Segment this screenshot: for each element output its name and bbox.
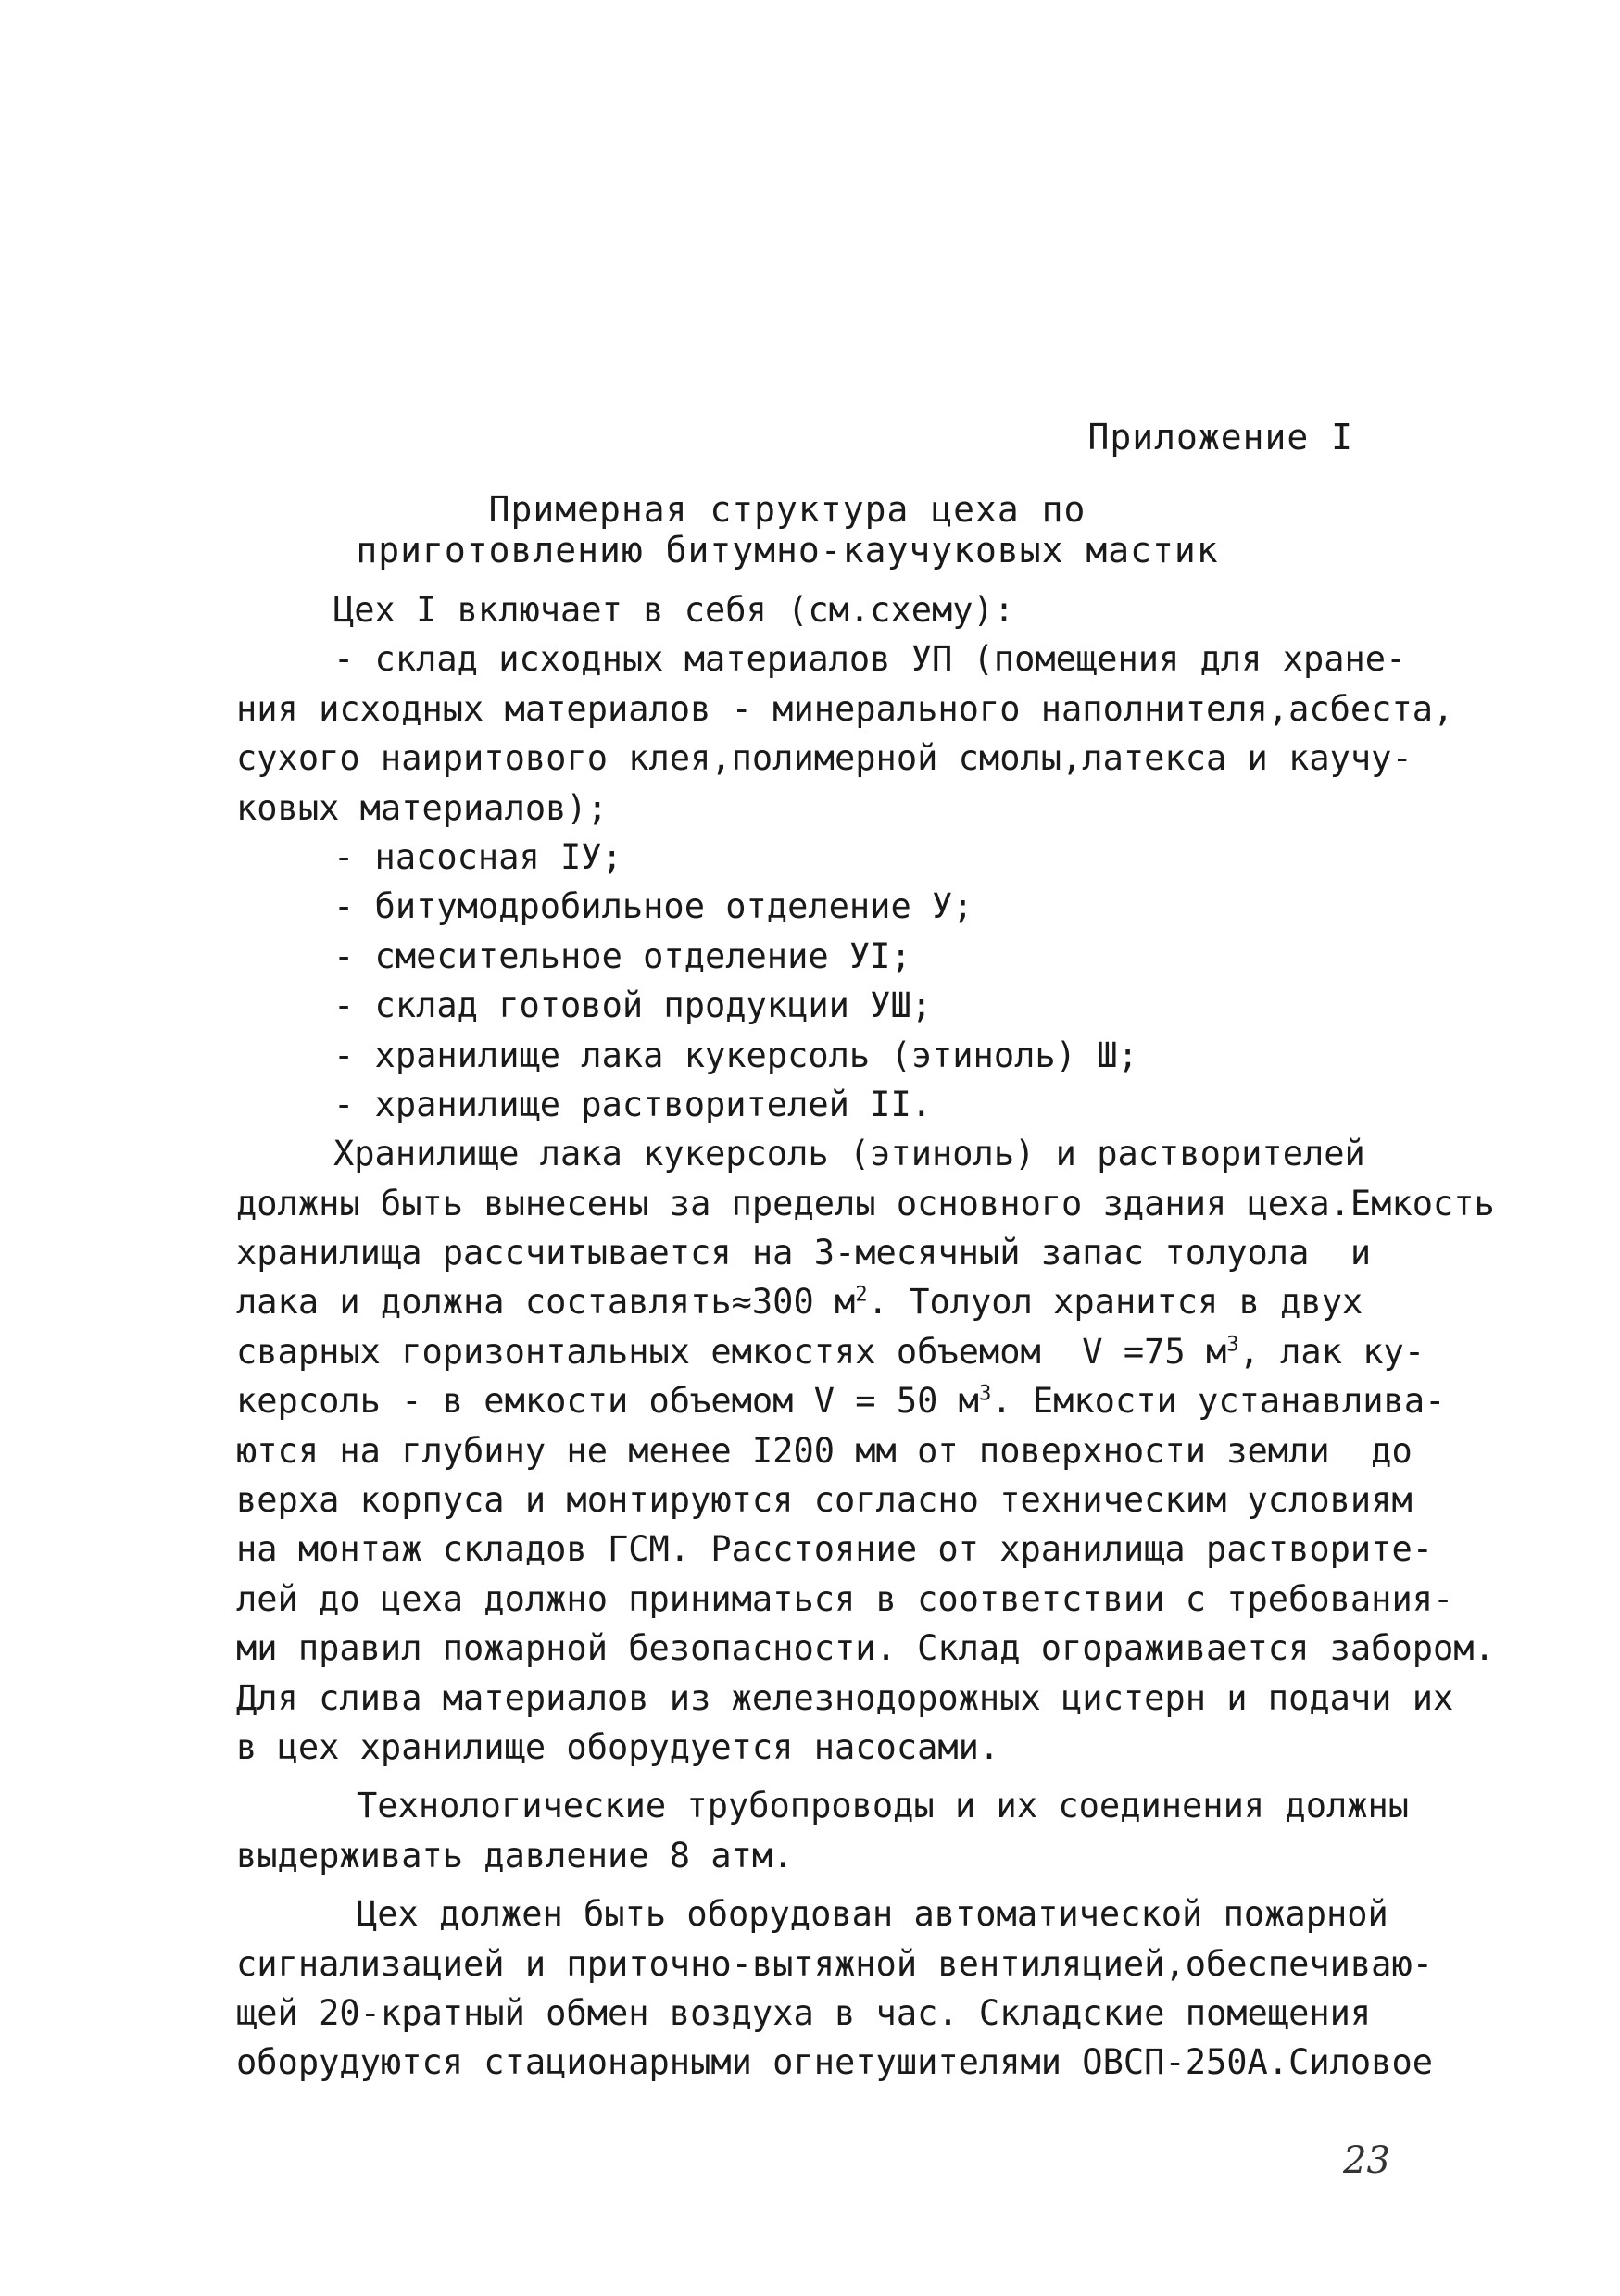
list-item: - склад готовой продукции УШ; [333, 985, 933, 1026]
body-text [236, 585, 1495, 2088]
text-segment: керсоль - в емкости объемом V = 50 м [236, 1381, 979, 1422]
paragraph-gap [236, 1880, 1431, 1889]
text-line: оборудуются стационарными огнетушителями ОВСП-250А.Силовое [236, 2042, 1434, 2083]
text-line: ми правил пожарной безопасности. Склад огораживается забором. [236, 1628, 1495, 1669]
list-item: - смесительное отделение УI; [333, 935, 911, 976]
list-item: - склад исходных материалов УП (помещения для хране- [333, 639, 1407, 680]
paragraph-gap [236, 1772, 1431, 1781]
appendix-label: Приложение I [1087, 417, 1353, 458]
text-segment: . Емкости устанавлива- [991, 1381, 1446, 1422]
page-number: 23 [1343, 2139, 1390, 2182]
paragraph-start: Цех должен быть оборудован автоматической пожарной [357, 1894, 1388, 1935]
text-line: в цех хранилище оборудуется насосами. [236, 1726, 1000, 1767]
text-segment: сварных горизонтальных емкостях объемом V =75 м [236, 1331, 1227, 1372]
text-line: верха корпуса и монтируются согласно техническим условиям [236, 1480, 1413, 1521]
superscript: 2 [855, 1283, 868, 1308]
text-line-with-superscript [236, 1327, 1431, 1376]
list-item: - насосная IУ; [333, 836, 622, 877]
text-segment: , лак ку- [1238, 1331, 1425, 1372]
text-line: на монтаж складов ГСМ. Расстояние от хранилища растворите- [236, 1529, 1434, 1570]
text-segment: . Толуол хранится в двух [867, 1282, 1363, 1323]
list-item: - битумодробильное отделение У; [333, 886, 973, 927]
text-line: ния исходных материалов - минерального наполнителя,асбеста, [236, 688, 1454, 729]
list-item: - хранилище лака кукерсоль (этиноль) Ш; [333, 1035, 1138, 1075]
superscript: 3 [1226, 1332, 1239, 1357]
paragraph-start: Технологические трубопроводы и их соединения должны [357, 1786, 1410, 1826]
text-line-with-superscript [236, 1277, 1431, 1326]
text-segment: лака и должна составлять≈300 м [236, 1282, 856, 1323]
text-line: должны быть вынесены за пределы основного здания цеха.Емкость [236, 1183, 1495, 1223]
text-line: сигнализацией и приточно-вытяжной вентиляцией,обеспечиваю- [236, 1943, 1434, 1984]
text-line: лей до цеха должно приниматься в соответствии с требования- [236, 1578, 1454, 1619]
superscript: 3 [978, 1381, 992, 1406]
text-line: Для слива материалов из железнодорожных цистерн и подачи их [236, 1677, 1454, 1718]
title-line-1: Примерная структура цеха по [488, 489, 1086, 530]
list-item: - хранилище растворителей II. [333, 1084, 933, 1124]
text-line: Цех I включает в себя (см.схему): [333, 590, 1015, 630]
text-line: щей 20-кратный обмен воздуха в час. Складские помещения [236, 1992, 1372, 2033]
text-line: хранилища рассчитывается на 3-месячный запас толуола и [236, 1233, 1372, 1273]
document-title [232, 489, 1343, 571]
text-line-with-superscript [236, 1376, 1446, 1425]
paragraph-start: Хранилище лака кукерсоль (этиноль) и растворителей [333, 1134, 1365, 1174]
text-line: сухого наиритового клея,полимерной смолы,латекса и каучу- [236, 738, 1413, 779]
text-line: ковых материалов); [236, 787, 608, 828]
title-line-2: приготовлению битумно-каучуковых мастик [356, 530, 1219, 571]
text-line: выдерживать давление 8 атм. [236, 1835, 794, 1876]
text-line: ются на глубину не менее I200 мм от поверхности земли до [236, 1430, 1413, 1471]
